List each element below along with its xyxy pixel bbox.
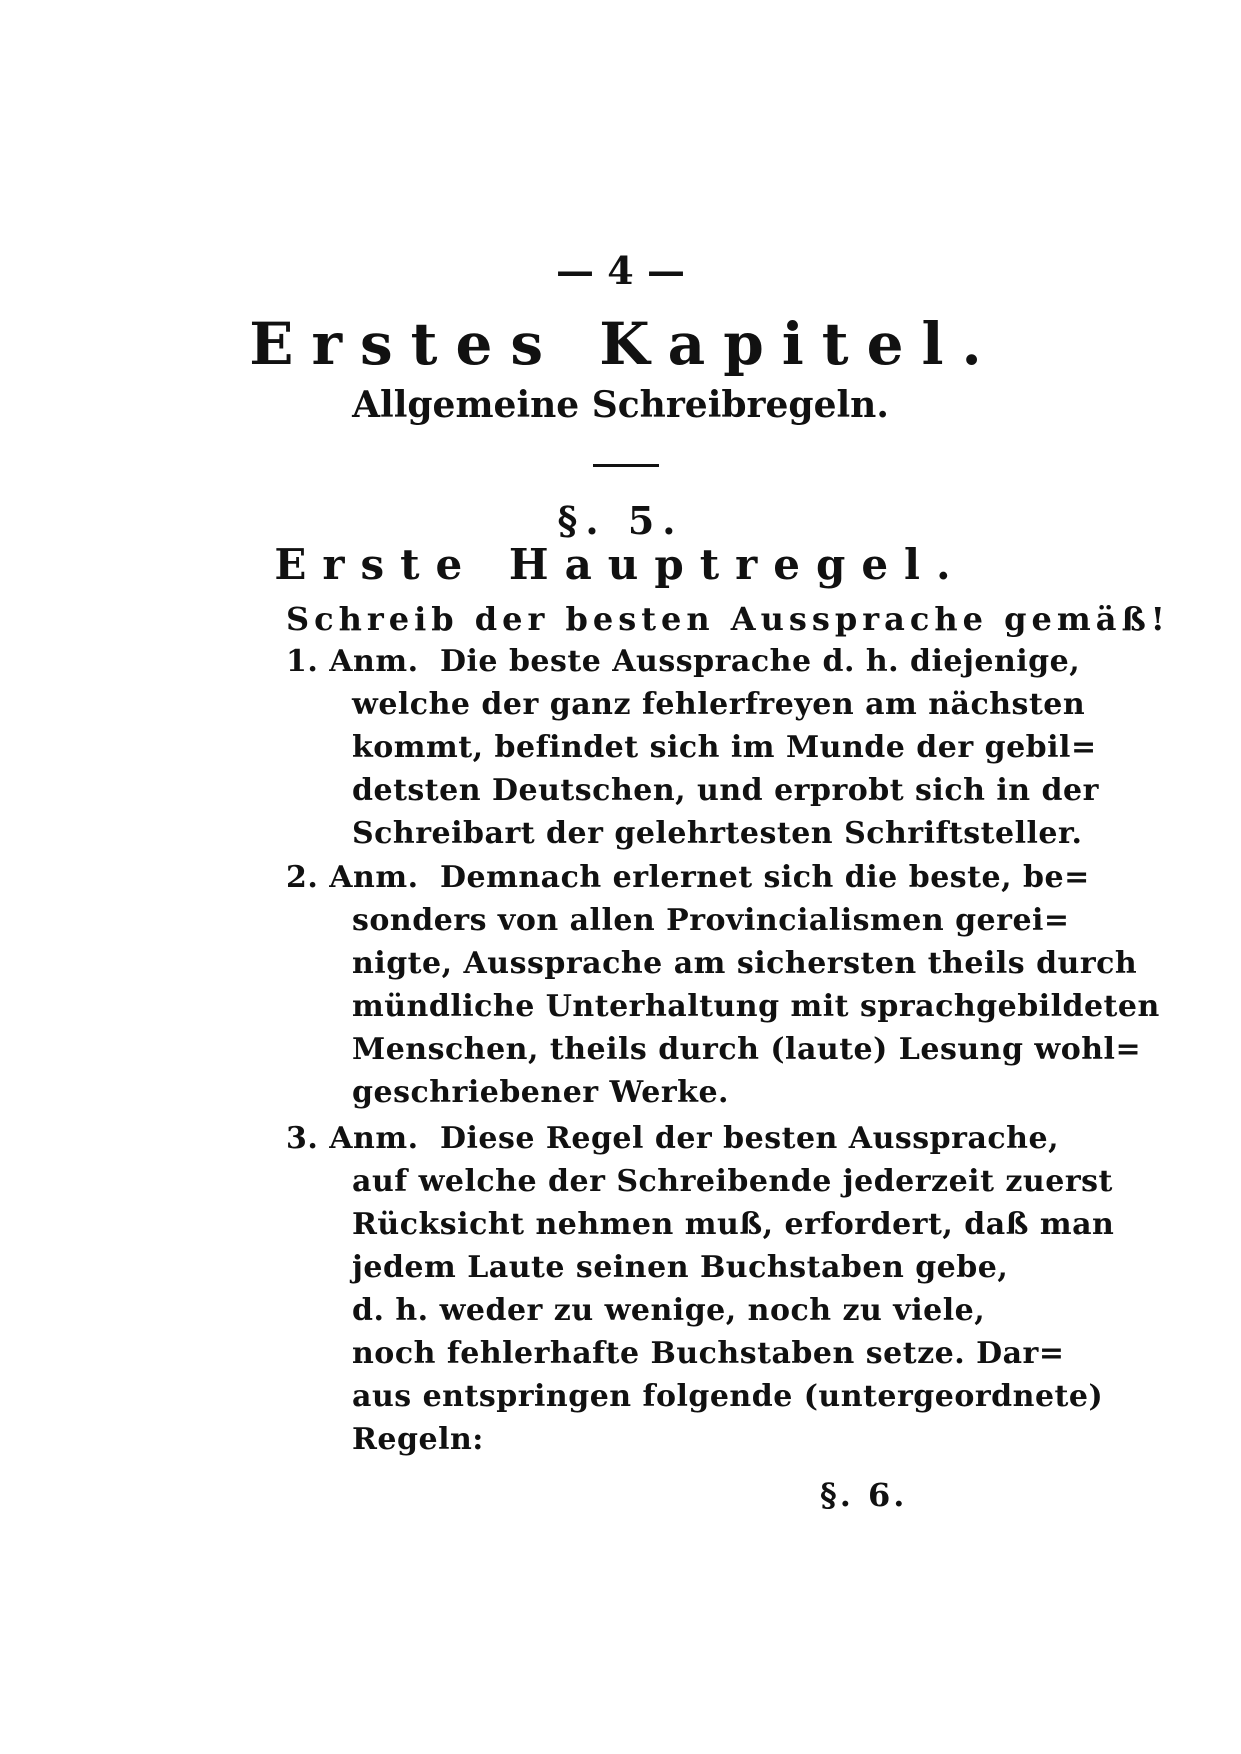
main-rule: Schreib der besten Aussprache gemäß! [286,600,1170,638]
note-3-line-5: noch fehlerhafte Buchstaben setze. Dar= [352,1336,1065,1371]
note-1-line-1: welche der ganz fehlerfreyen am nächsten [352,687,1086,722]
note-3-line-6: aus entspringen folgende (untergeordnete) [352,1379,1104,1414]
section-number: §. 5. [557,498,684,543]
chapter-title: Erstes Kapitel. [249,310,1000,378]
note-3-line-1: auf welche der Schreibende jederzeit zuerst [352,1164,1113,1199]
note-2-line-5: geschriebener Werke. [352,1075,729,1110]
catchword: §. 6. [820,1476,908,1514]
note-2-line-3: mündliche Unterhaltung mit sprachgebildeten [352,989,1160,1024]
chapter-subtitle: Allgemeine Schreibregeln. [352,384,889,426]
note-1-first-line: Die beste Aussprache d. h. diejenige, [440,644,1081,679]
rule-title: Erste Hauptregel. [274,540,967,589]
section-divider [593,464,659,467]
note-2-line-1: sonders von allen Provincialismen gerei= [352,903,1070,938]
note-2-first-line: Demnach erlernet sich die beste, be= [440,860,1090,895]
note-3-first-line: Diese Regel der besten Aussprache, [440,1121,1060,1156]
note-3-line-7: Regeln: [352,1422,484,1457]
note-3-line-3: jedem Laute seinen Buchstaben gebe, [352,1250,1009,1285]
page-number: — 4 — [556,248,685,293]
note-1-line-4: Schreibart der gelehrtesten Schriftsteller. [352,816,1083,851]
note-2-line-2: nigte, Aussprache am sichersten theils durch [352,946,1138,981]
note-2-number: 2. Anm. [286,860,419,895]
note-1-line-3: detsten Deutschen, und erprobt sich in der [352,773,1099,808]
note-3-line-4: d. h. weder zu wenige, noch zu viele, [352,1293,986,1328]
note-2-line-4: Menschen, theils durch (laute) Lesung wohl= [352,1032,1142,1067]
note-3-number: 3. Anm. [286,1121,419,1156]
note-1-number: 1. Anm. [286,644,419,679]
note-1-line-2: kommt, befindet sich im Munde der gebil= [352,730,1097,765]
note-3-line-2: Rücksicht nehmen muß, erfordert, daß man [352,1207,1115,1242]
